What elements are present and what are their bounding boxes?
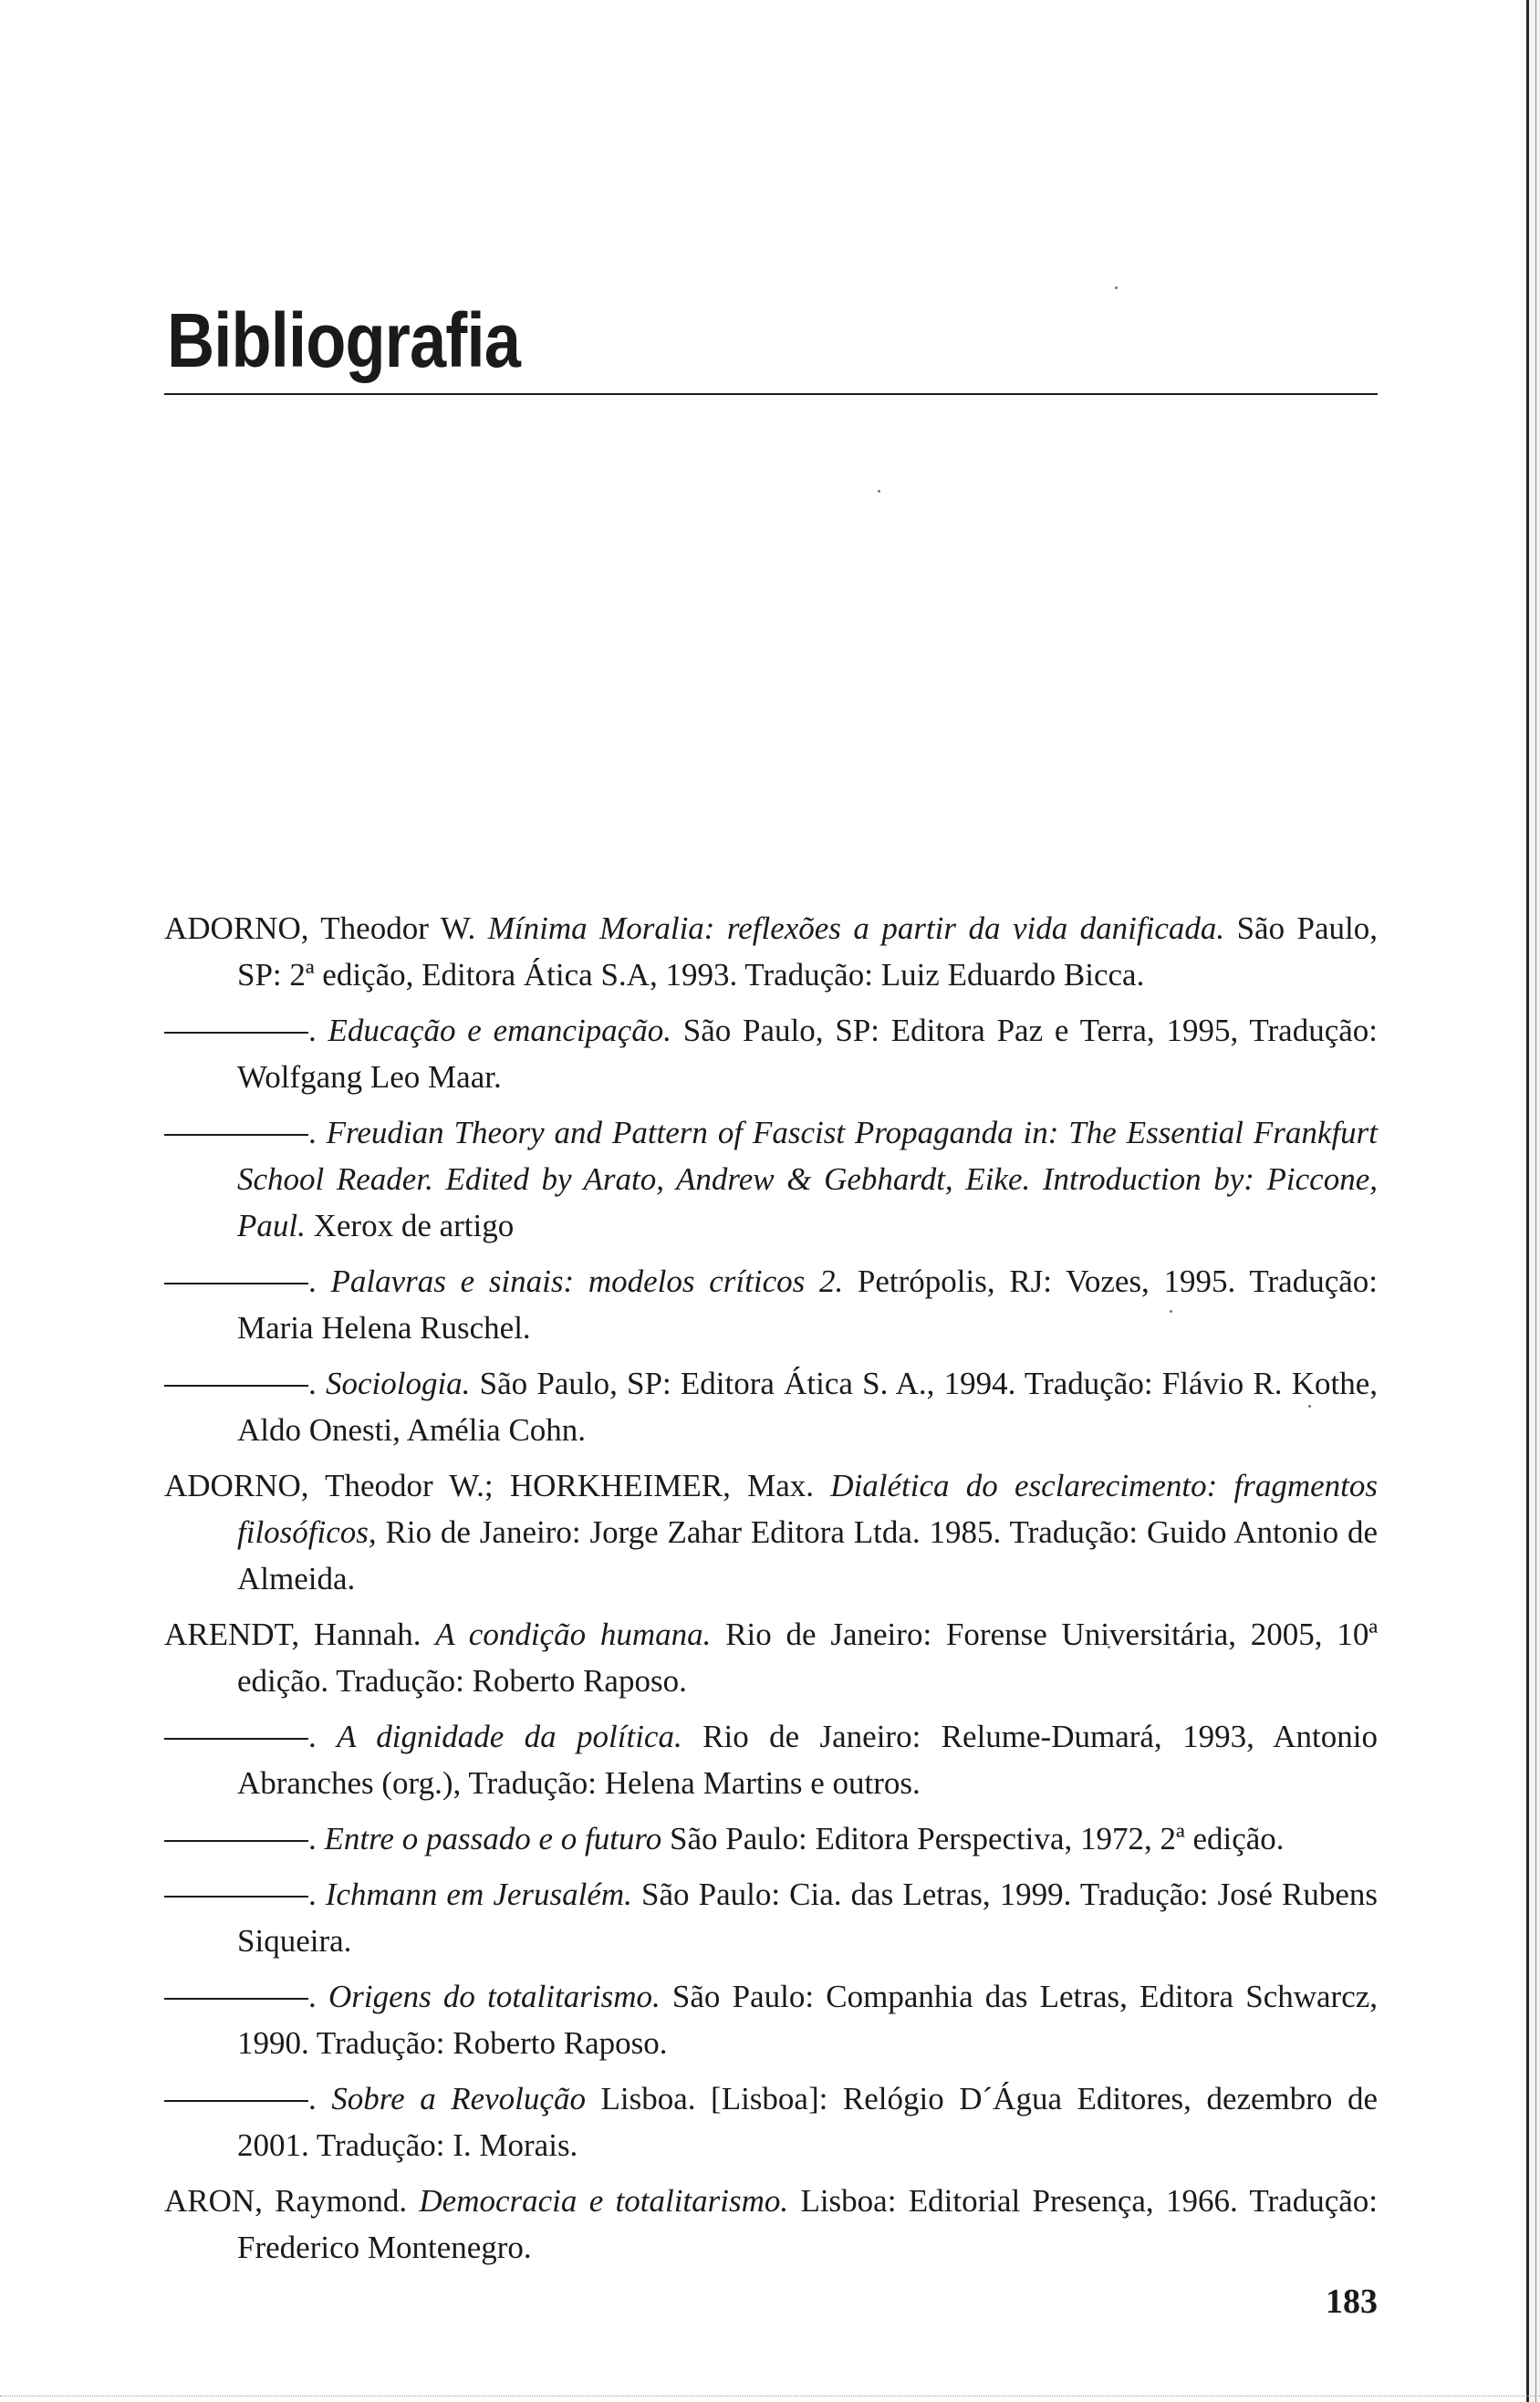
scan-edge-right — [1526, 0, 1540, 2402]
repeat-author-dash — [164, 1896, 308, 1898]
bibliography-entry: . Entre o passado e o futuro São Paulo: Editora Perspectiva, 1972, 2ª edição. — [164, 1815, 1378, 1862]
entry-title: Origens do totalitarismo. — [328, 1979, 661, 2014]
title-rule — [164, 393, 1378, 395]
entry-author: ADORNO, Theodor W. — [164, 910, 476, 946]
entry-title: Sociologia. — [325, 1366, 471, 1401]
entry-title: A condição humana. — [435, 1617, 712, 1652]
scan-speck — [878, 490, 880, 493]
scan-edge-bottom — [0, 2396, 1540, 2402]
bibliography-entry — [164, 1611, 1378, 1704]
repeat-author-dash — [164, 1738, 308, 1740]
bibliography-entry: . Origens do totalitarismo. São Paulo: Companhia das Letras, Editora Schwarcz, 1990. Tradução: Roberto Raposo. — [164, 1973, 1378, 2066]
bibliography-list — [164, 905, 1378, 2280]
bibliography-entry: . Educação e emancipação. São Paulo, SP: Editora Paz e Terra, 1995, Tradução: Wolfgang Leo Maar. — [164, 1007, 1378, 1100]
entry-title: Mínima Moralia: reflexões a partir da vida danificada. — [487, 910, 1225, 946]
bibliography-entry: . Sobre a Revolução Lisboa. [Lisboa]: Relógio D´Água Editores, dezembro de 2001. Tradução: I. Morais. — [164, 2075, 1378, 2168]
bibliography-entry — [164, 2178, 1378, 2271]
entry-title: Democracia e totalitarismo. — [419, 2183, 789, 2219]
entry-author: ARENDT, Hannah. — [164, 1617, 421, 1652]
entry-publication-info: Rio de Janeiro: Jorge Zahar Editora Ltda. 1985. Tradução: Guido Antonio de Almeida. — [237, 1514, 1378, 1596]
bibliography-entry: . Freudian Theory and Pattern of Fascist Propaganda in: The Essential Frankfurt School Reader. Edited by Arato, Andrew & Gebhardt, Eike. Introduction by: Piccone, Paul. Xerox de artigo — [164, 1109, 1378, 1249]
entry-publication-info: São Paulo: Companhia das Letras, Editora Schwarcz, 1990. Tradução: Roberto Raposo. — [237, 1979, 1379, 2061]
entry-author: ADORNO, Theodor W.; HORKHEIMER, Max. — [164, 1468, 815, 1503]
repeat-author-dash — [164, 1998, 308, 2000]
entry-publication-info: São Paulo: Cia. das Letras, 1999. Tradução: José Rubens Siqueira. — [237, 1877, 1379, 1959]
repeat-author-dash — [164, 1385, 308, 1387]
entry-publication-info: São Paulo, SP: Editora Ática S. A., 1994. Tradução: Flávio R. Kothe, Aldo Onesti, Amélia Cohn. — [237, 1366, 1379, 1448]
entry-publication-info: Rio de Janeiro: Relume-Dumará, 1993, Antonio Abranches (org.), Tradução: Helena Martins e outros. — [237, 1719, 1379, 1801]
entry-publication-info: Xerox de artigo — [305, 1208, 515, 1243]
scan-speck — [1115, 286, 1118, 289]
entry-publication-info: Lisboa: Editorial Presença, 1966. Tradução: Frederico Montenegro. — [237, 2183, 1378, 2265]
entry-publication-info: São Paulo, SP: 2ª edição, Editora Ática S.A, 1993. Tradução: Luiz Eduardo Bicca. — [237, 910, 1378, 993]
entry-title: Sobre a Revolução — [331, 2081, 586, 2116]
repeat-author-dash — [164, 1032, 308, 1034]
page-number: 183 — [1326, 2282, 1378, 2321]
entry-title: A dignidade da política. — [337, 1719, 682, 1754]
entry-publication-info: Petrópolis, RJ: Vozes, 1995. Tradução: Maria Helena Ruschel. — [237, 1263, 1378, 1346]
entry-title: Freudian Theory and Pattern of Fascist Propaganda in: The Essential Frankfurt School Reader. Edited by Arato, Andrew & Gebhardt, Eike. Introduction by: Piccone, Paul. — [237, 1115, 1379, 1243]
page-title: Bibliografia — [167, 297, 521, 383]
entry-author: ARON, Raymond. — [164, 2183, 408, 2219]
entry-publication-info: Lisboa. [Lisboa]: Relógio D´Água Editores, dezembro de 2001. Tradução: I. Morais. — [237, 2081, 1379, 2163]
entry-title: Dialética do esclarecimento: fragmentos filosóficos, — [237, 1468, 1378, 1550]
entry-publication-info: São Paulo, SP: Editora Paz e Terra, 1995, Tradução: Wolfgang Leo Maar. — [237, 1013, 1378, 1095]
bibliography-entry — [164, 1462, 1378, 1602]
bibliography-entry: . Ichmann em Jerusalém. São Paulo: Cia. das Letras, 1999. Tradução: José Rubens Siqueira. — [164, 1871, 1378, 1964]
entry-title: Palavras e sinais: modelos críticos 2. — [330, 1263, 844, 1299]
repeat-author-dash — [164, 1283, 308, 1284]
entry-title: Entre o passado e o futuro — [324, 1821, 662, 1856]
entry-title: Ichmann em Jerusalém. — [325, 1877, 632, 1912]
entry-publication-info: Rio de Janeiro: Forense Universitária, 2005, 10ª edição. Tradução: Roberto Raposo. — [237, 1617, 1378, 1699]
scan-edge-line — [1535, 0, 1536, 2402]
repeat-author-dash — [164, 2100, 308, 2102]
entry-publication-info: São Paulo: Editora Perspectiva, 1972, 2ª edição. — [661, 1821, 1285, 1856]
bibliography-entry: . A dignidade da política. Rio de Janeiro: Relume-Dumará, 1993, Antonio Abranches (org.), Tradução: Helena Martins e outros. — [164, 1713, 1378, 1806]
repeat-author-dash — [164, 1134, 308, 1136]
repeat-author-dash — [164, 1840, 308, 1842]
bibliography-entry — [164, 905, 1378, 998]
bibliography-entry: . Palavras e sinais: modelos críticos 2. Petrópolis, RJ: Vozes, 1995. Tradução: Maria Helena Ruschel. — [164, 1258, 1378, 1351]
entry-title: Educação e emancipação. — [328, 1013, 671, 1048]
bibliography-entry: . Sociologia. São Paulo, SP: Editora Ática S. A., 1994. Tradução: Flávio R. Kothe, Aldo Onesti, Amélia Cohn. — [164, 1360, 1378, 1453]
